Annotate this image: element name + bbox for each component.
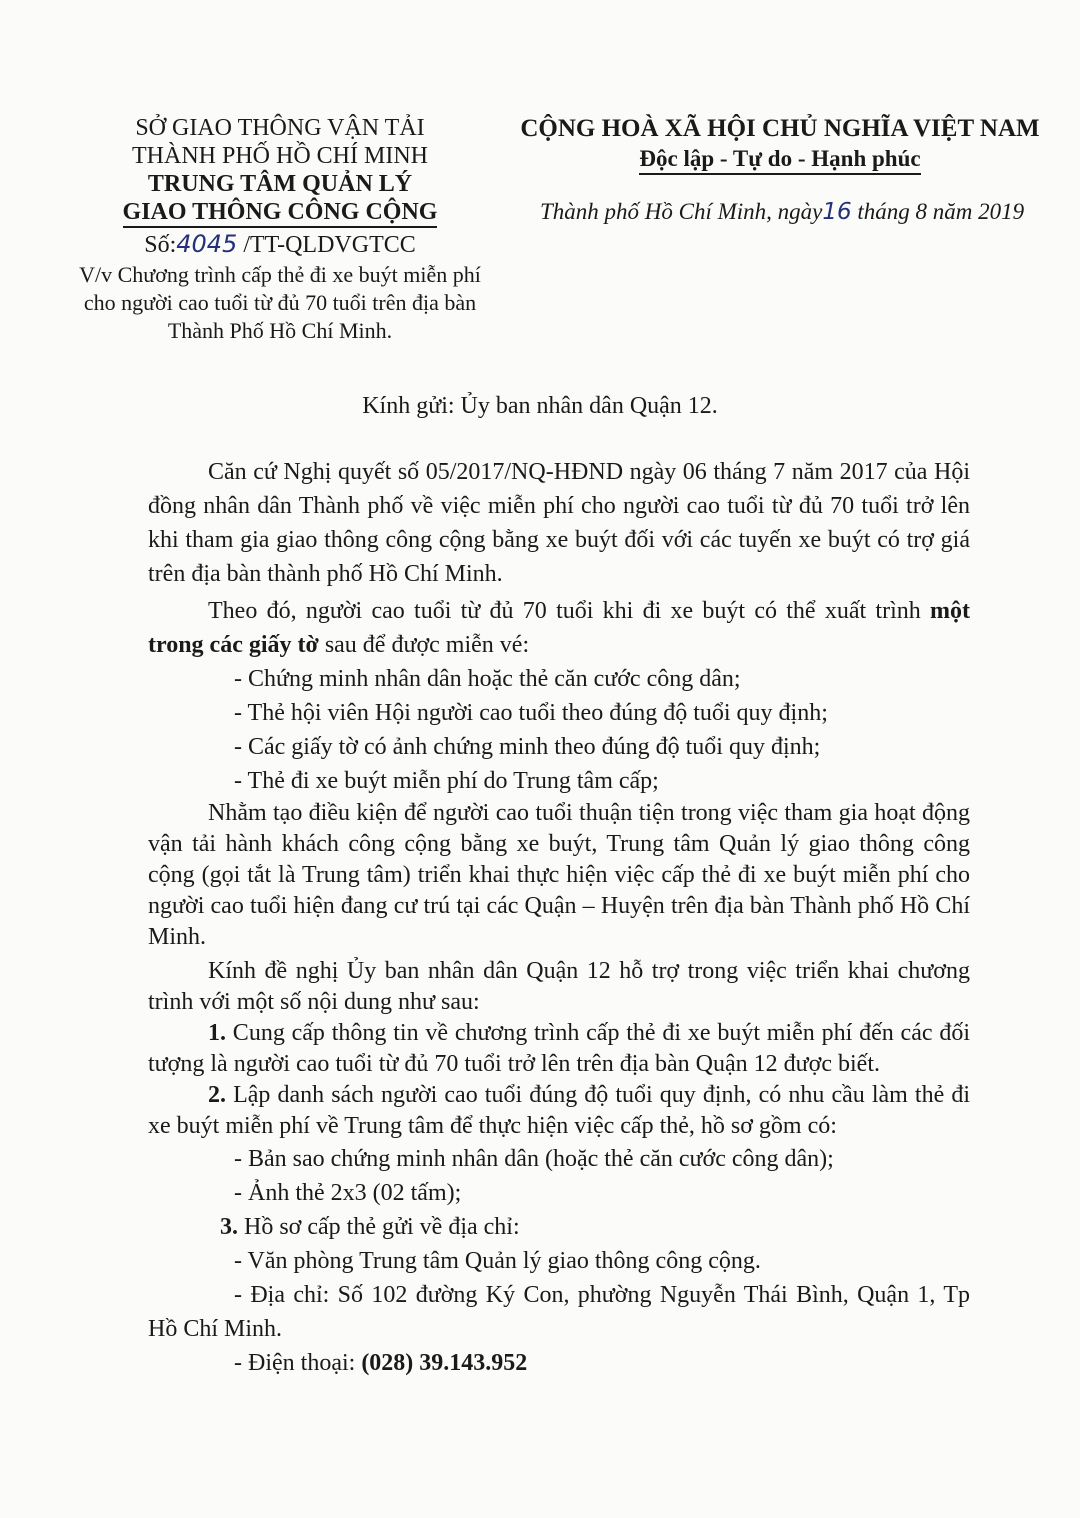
dateline [540, 199, 1024, 225]
phone-label: - Điện thoại: [234, 1350, 362, 1376]
department-line-1: SỞ GIAO THÔNG VẬN TẢI [135, 115, 425, 141]
nation-title: CỘNG HOÀ XÃ HỘI CHỦ NGHĨA VIỆT NAM [520, 115, 1040, 142]
document-number-prefix: Số: [144, 232, 177, 258]
phone-number: (028) 39.143.952 [361, 1350, 528, 1376]
document-number [60, 230, 500, 259]
office-line: - Văn phòng Trung tâm Quản lý giao thông công cộng. [234, 1248, 761, 1274]
date-day-handwritten: 16 [822, 199, 852, 225]
request-item-1-number: 1. [208, 1020, 226, 1046]
request-item-1 [148, 1018, 970, 1080]
national-motto [520, 144, 1040, 174]
department-line-2: THÀNH PHỐ HỒ CHÍ MINH [132, 143, 428, 169]
center-line-2 [60, 198, 500, 226]
documents-intro-bold: một trong các giấy tờ [148, 598, 970, 658]
document-number-suffix: /TT-QLDVGTCC [243, 232, 416, 258]
paragraph-documents-intro [148, 594, 970, 662]
list-item: - Thẻ hội viên Hội người cao tuổi theo đúng độ tuổi quy định; [234, 700, 828, 726]
date-prefix: Thành phố Hồ Chí Minh, ngày [540, 199, 823, 224]
subject-line-1: V/v Chương trình cấp thẻ đi xe buýt miễn phí [79, 262, 481, 287]
center-line-2-text: GIAO THÔNG CÔNG CỘNG [123, 199, 438, 228]
request-item-1-text: Cung cấp thông tin về chương trình cấp thẻ đi xe buýt miễn phí đến các đối tượng là người cao tuổi từ đủ 70 tuổi trở lên trên địa bàn Quận 12 được biết. [148, 1020, 970, 1077]
issuer-block [60, 114, 500, 345]
subject-line-3: Thành Phố Hồ Chí Minh. [167, 318, 393, 343]
date-suffix: tháng 8 năm 2019 [857, 199, 1025, 224]
paragraph-request: Kính đề nghị Ủy ban nhân dân Quận 12 hỗ trợ trong việc triển khai chương trình với một số nội dung như sau: [148, 958, 970, 1015]
subject-line-2: cho người cao tuổi từ đủ 70 tuổi trên địa bàn [83, 290, 477, 315]
documents-intro-start: Theo đó, người cao tuổi từ đủ 70 tuổi khi đi xe buýt có thể xuất trình [208, 598, 931, 624]
request-item-2-text: Lập danh sách người cao tuổi đúng độ tuổi quy định, có nhu cầu làm thẻ đi xe buýt miễn phí về Trung tâm để thực hiện việc cấp thẻ, hồ sơ gồm có: [148, 1082, 970, 1139]
list-item: - Thẻ đi xe buýt miễn phí do Trung tâm cấp; [234, 768, 659, 794]
national-header [520, 114, 1040, 174]
request-item-3-text: Hồ sơ cấp thẻ gửi về địa chỉ: [238, 1214, 520, 1240]
documents-intro-end: sau để được miễn vé: [318, 632, 530, 658]
document-number-handwritten: 4045 [176, 230, 238, 258]
list-item: - Ảnh thẻ 2x3 (02 tấm); [234, 1180, 462, 1206]
phone-line [148, 1346, 970, 1380]
recipient-line: Kính gửi: Ủy ban nhân dân Quận 12. [362, 393, 718, 419]
paragraph-legal-basis: Căn cứ Nghị quyết số 05/2017/NQ-HĐND ngày 06 tháng 7 năm 2017 của Hội đồng nhân dân Thành phố về việc miễn phí cho người cao tuổi từ đủ 70 tuổi trở lên khi tham gia giao thông công cộng bằng xe buýt đối với các tuyến xe buýt có trợ giá trên địa bàn thành phố Hồ Chí Minh. [148, 459, 970, 587]
request-item-2-number: 2. [208, 1082, 226, 1108]
address-line: - Địa chỉ: Số 102 đường Ký Con, phường Nguyễn Thái Bình, Quận 1, Tp Hồ Chí Minh. [148, 1282, 970, 1342]
request-item-2 [148, 1080, 970, 1142]
paragraph-purpose: Nhằm tạo điều kiện để người cao tuổi thuận tiện trong việc tham gia hoạt động vận tải hành khách công cộng bằng xe buýt, Trung tâm Quản lý giao thông công cộng (gọi tắt là Trung tâm) triển khai thực hiện việc cấp thẻ đi xe buýt miễn phí cho người cao tuổi hiện đang cư trú tại các Quận – Huyện trên địa bàn Thành phố Hồ Chí Minh. [148, 800, 970, 950]
list-item: - Chứng minh nhân dân hoặc thẻ căn cước công dân; [234, 666, 741, 692]
list-item: - Các giấy tờ có ảnh chứng minh theo đúng độ tuổi quy định; [234, 734, 821, 760]
request-item-3-number: 3. [220, 1214, 238, 1240]
list-item: - Bản sao chứng minh nhân dân (hoặc thẻ căn cước công dân); [234, 1146, 834, 1172]
center-line-1: TRUNG TÂM QUẢN LÝ [147, 171, 413, 197]
letter-body [148, 455, 970, 1380]
national-motto-text: Độc lập - Tự do - Hạnh phúc [639, 146, 920, 175]
request-item-3 [148, 1210, 970, 1244]
